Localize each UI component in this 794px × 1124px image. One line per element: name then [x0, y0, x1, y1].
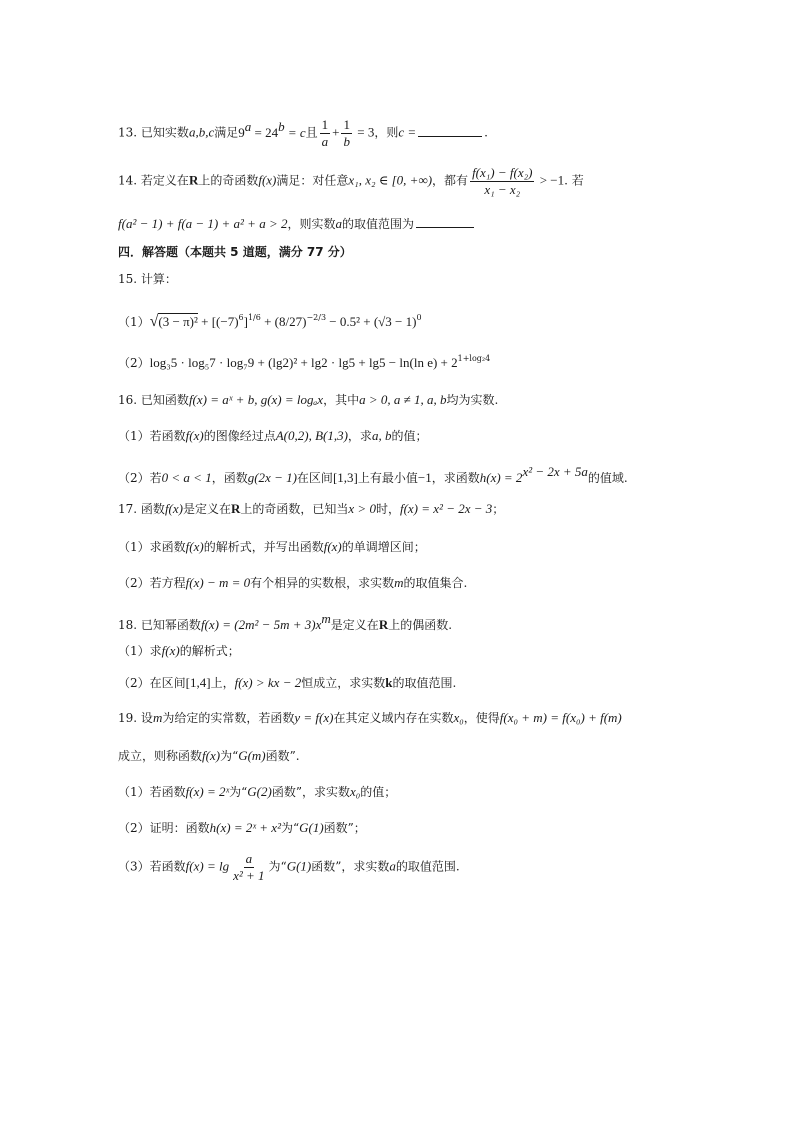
q14-text: 满足：对任意: [276, 173, 349, 188]
q13-eq: [238, 118, 306, 140]
q16-text: 的图像经过点: [203, 429, 276, 443]
q17-text: 有个相异的实数根，求实数: [250, 576, 395, 590]
q14-expr: f(a² − 1) + f(a − 1) + a² + a > 2: [118, 216, 288, 231]
q19-p2-label: （2）: [118, 821, 150, 835]
q19-x0: x₀: [453, 710, 464, 725]
q19-number: 19.: [118, 711, 138, 725]
q16-text: ，求函数: [431, 471, 480, 485]
frac-den: b: [343, 133, 350, 149]
q13-eq-part: = c: [284, 124, 306, 140]
q15-expr: + [(−7): [197, 314, 239, 329]
q13-exp: b: [278, 118, 285, 134]
q17-eq: f(x) − m = 0: [185, 575, 251, 590]
q19-text: 函数”，求实数: [311, 859, 390, 874]
q16-text: ，其中: [323, 393, 360, 407]
q19-text: 设: [140, 711, 153, 725]
question-15: [118, 273, 177, 285]
q15-p2-exp: 1+log₂4: [457, 354, 491, 363]
q14-a: a: [335, 216, 342, 231]
q16-text: 在区间: [296, 471, 333, 485]
q13-text: 满足: [214, 125, 239, 140]
q19-G: G(2): [247, 784, 272, 799]
q19-eq: f(x₀ + m) = f(x₀) + f(m): [499, 710, 622, 725]
q17-cond: x > 0: [348, 501, 376, 516]
q15-exp: −2/3: [306, 313, 327, 322]
q18-interval: [1,4]: [185, 675, 211, 690]
q14-fraction: [470, 166, 534, 196]
q19-text: 为给定的实常数，若函数: [162, 711, 295, 725]
q18-text: 上，: [210, 676, 235, 690]
q17-text: 的取值集合.: [403, 576, 468, 590]
q14-ineq: > −1: [536, 172, 565, 188]
q13-exp: a: [244, 118, 252, 134]
q19-text: 为“: [229, 785, 248, 799]
q18-f: f(x): [161, 643, 180, 658]
answer-blank[interactable]: [416, 216, 474, 228]
q16-min: −1: [417, 470, 432, 485]
q19-G: G(1): [299, 820, 324, 835]
q16-g: g(2x − 1): [247, 470, 297, 485]
q17-text: 时，: [375, 502, 400, 516]
q19-text: ，使得: [463, 711, 500, 725]
q17-p2-label: （2）: [118, 576, 150, 590]
q17-f: f(x): [185, 539, 204, 554]
q19-text: 的值；: [360, 785, 397, 799]
q16-h-exp: x² − 2x + 5a: [522, 464, 588, 479]
q19-text: 成立，则称函数: [118, 749, 203, 763]
q14-text: ，则实数: [287, 217, 336, 231]
frac-num: 1: [343, 117, 350, 132]
q19-x0: x₀: [349, 784, 361, 799]
q13-fraction: [320, 118, 331, 148]
q19-G: G(m): [238, 748, 266, 763]
q16-points: A(0,2), B(1,3): [275, 428, 348, 443]
q13-fraction: [341, 118, 352, 148]
q17-p1-label: （1）: [118, 540, 150, 554]
q19-text: 函数”.: [265, 749, 300, 763]
q17-text: 若方程: [149, 576, 186, 590]
q14-f: f(x): [258, 172, 277, 188]
question-13: 13. 已知实数a,b,c满足$9^a = 24^b = c$且 $\frac{1}{a}$ + $\frac{1}{b}$ = 3，则c = .: [118, 117, 488, 149]
q16-text: 的值域.: [587, 471, 628, 485]
frac-den: x₁ − x₂: [484, 181, 521, 197]
q19-text: 为“: [280, 821, 300, 835]
q15-part1: $(1)√(3 - \pi)^2 + [(-7)^6]^{1/6} + (8/27)^{-2/3} - 0.5^2 + (√3 - 1)^0$: [118, 313, 422, 330]
q13-text: 已知实数: [140, 125, 189, 140]
q13-vars: a,b,c: [188, 124, 215, 140]
q15-number: 15.: [118, 272, 138, 286]
q16-text: ，求: [347, 429, 372, 443]
q13-end: .: [484, 125, 488, 140]
q14-text: ，都有: [432, 173, 469, 188]
q19-h: h(x) = 2ˣ + x²: [209, 820, 281, 835]
q16-interval: [1,3]: [332, 470, 358, 485]
q13-text: 且: [305, 125, 318, 140]
q14-R: R: [188, 172, 199, 188]
q18-part1: [118, 644, 240, 657]
q19-part1: [118, 785, 396, 798]
q15-exp: 1/6: [247, 313, 261, 322]
question-16: [118, 393, 498, 406]
q14-text: . 若: [564, 173, 584, 188]
q16-part1: [118, 429, 427, 442]
q18-expr: f(x) = (2m² − 5m + 3)x: [200, 617, 322, 632]
q16-text: ，函数: [211, 471, 248, 485]
section-heading: 四．解答题（本题共 5 道题，满分 77 分）: [118, 245, 352, 259]
q16-cond: 0 < a < 1: [161, 470, 212, 485]
q14-number: 14.: [118, 173, 138, 188]
q15-part2: [118, 355, 490, 369]
q19-a: a: [389, 858, 396, 874]
q19-f: f(x) = lg: [185, 858, 230, 874]
q16-number: 16.: [118, 393, 138, 407]
question-18: [118, 612, 452, 631]
q17-number: 17.: [118, 502, 138, 516]
q16-h: h(x) = 2: [479, 470, 523, 485]
q16-ab: a, b: [371, 428, 392, 443]
q18-text: 已知幂函数: [140, 618, 201, 632]
q13-eq-part: = 3: [353, 124, 375, 140]
q18-p1-label: （1）: [118, 644, 150, 658]
q18-text: 的解析式；: [179, 644, 240, 658]
q19-part3: [118, 852, 460, 882]
q19-text: 为“: [220, 749, 239, 763]
q14-x12: x₁, x₂ ∈ [0, +∞): [348, 172, 433, 188]
q19-text: 函数”，求实数: [271, 785, 350, 799]
q15-p2-label: （2）: [118, 356, 150, 370]
q17-part2: [118, 576, 467, 589]
question-19: [118, 711, 622, 724]
q18-R: R: [378, 617, 389, 632]
q15-sqrt-expr: (3 − π)²: [158, 314, 198, 329]
q18-text: 上的偶函数.: [388, 618, 453, 632]
q17-part1: [118, 540, 426, 553]
q19-p3-label: （3）: [118, 859, 150, 874]
q17-text: ；: [492, 502, 505, 516]
q15-text: 计算：: [140, 272, 177, 286]
q19-m: m: [152, 710, 163, 725]
question-17: [118, 502, 504, 515]
q14-text: 的取值范围为: [342, 217, 415, 231]
q13-eq-part: 9: [238, 124, 245, 140]
q16-text: 的值；: [391, 429, 428, 443]
q17-expr: f(x) = x² − 2x − 3: [399, 501, 493, 516]
q17-R: R: [231, 501, 241, 516]
q19-text: 若函数: [149, 785, 186, 799]
q18-exp: m: [321, 611, 331, 626]
q16-text: 上有最小值: [357, 471, 418, 485]
q19-f: f(x) = 2ˣ: [185, 784, 230, 799]
q13-text: ，则: [374, 125, 399, 140]
q17-text: 是定义在: [182, 502, 231, 516]
q15-p2-expr: log₃5 · log₅7 · log₇9 + (lg2)² + lg2 · lg5 + lg5 − ln(ln e) + 2: [149, 355, 458, 370]
q17-f: f(x): [323, 539, 342, 554]
q16-part2: [118, 465, 628, 484]
q15-expr: − 0.5² + (√3 − 1): [326, 314, 417, 329]
q15-exp: 6: [238, 313, 244, 322]
q19-text: 函数”；: [323, 821, 366, 835]
q16-p1-label: （1）: [118, 429, 150, 443]
q16-text: 已知函数: [140, 393, 189, 407]
q18-text: 求: [149, 644, 162, 658]
q18-k: k: [385, 675, 393, 690]
q17-text: 上的奇函数，已知当: [240, 502, 349, 516]
q14-text: 上的奇函数: [198, 173, 259, 188]
q15-expr: + (8/27): [260, 314, 307, 329]
question-14-line2: [118, 216, 476, 230]
q17-text: 函数: [140, 502, 165, 516]
q18-text: 是定义在: [330, 618, 379, 632]
q16-f: f(x): [185, 428, 204, 443]
q13-c: c =: [398, 124, 417, 140]
q15-expr: ]: [243, 314, 248, 329]
q16-text: 若: [149, 471, 162, 485]
q16-expr: f(x) = aˣ + b, g(x) = logₐx: [188, 392, 324, 407]
q18-part2: [118, 676, 456, 689]
q17-m: m: [394, 575, 404, 590]
frac-num: 1: [321, 117, 329, 132]
q16-text: 均为实数.: [446, 393, 499, 407]
q18-number: 18.: [118, 618, 138, 632]
q16-text: 若函数: [149, 429, 186, 443]
q18-text: 在区间: [149, 676, 186, 690]
q18-text: 恒成立，求实数: [301, 676, 386, 690]
frac-den: x² + 1: [233, 867, 265, 883]
q17-text: 的解析式，并写出函数: [203, 540, 324, 554]
q17-text: 求函数: [149, 540, 186, 554]
q15-exp: 0: [416, 313, 422, 322]
q14-text: 若定义在: [140, 173, 189, 188]
q19-G: G(1): [286, 858, 312, 874]
q19-part2: [118, 821, 366, 834]
question-14: [118, 166, 584, 196]
q13-number: 13.: [118, 125, 138, 140]
q13-eq-part: = 24: [251, 124, 279, 140]
q19-text: 的取值范围.: [395, 859, 460, 874]
q15-p1-label: （1）: [118, 315, 150, 329]
q18-p2-label: （2）: [118, 676, 150, 690]
q16-p2-label: （2）: [118, 471, 150, 485]
q19-text: 若函数: [149, 859, 186, 874]
q19-fraction: [231, 852, 266, 882]
q17-text: 的单调增区间；: [341, 540, 426, 554]
q19-text: 证明：函数: [149, 821, 210, 835]
question-19-line2: [118, 749, 300, 762]
frac-den: a: [321, 133, 329, 149]
q18-ineq: f(x) > kx − 2: [234, 675, 302, 690]
q19-yf: y = f(x): [294, 710, 334, 725]
q19-text: 在其定义域内存在实数: [333, 711, 454, 725]
q19-f: f(x): [202, 748, 221, 763]
frac-num: a: [245, 851, 253, 866]
frac-num: f(x₁) − f(x₂): [472, 165, 533, 180]
q19-p1-label: （1）: [118, 785, 150, 799]
q19-text: 为“: [268, 859, 287, 874]
q18-text: 的取值范围.: [392, 676, 457, 690]
q16-cond: a > 0, a ≠ 1, a, b: [359, 392, 447, 407]
q17-f: f(x): [164, 501, 183, 516]
answer-blank[interactable]: [418, 125, 482, 137]
